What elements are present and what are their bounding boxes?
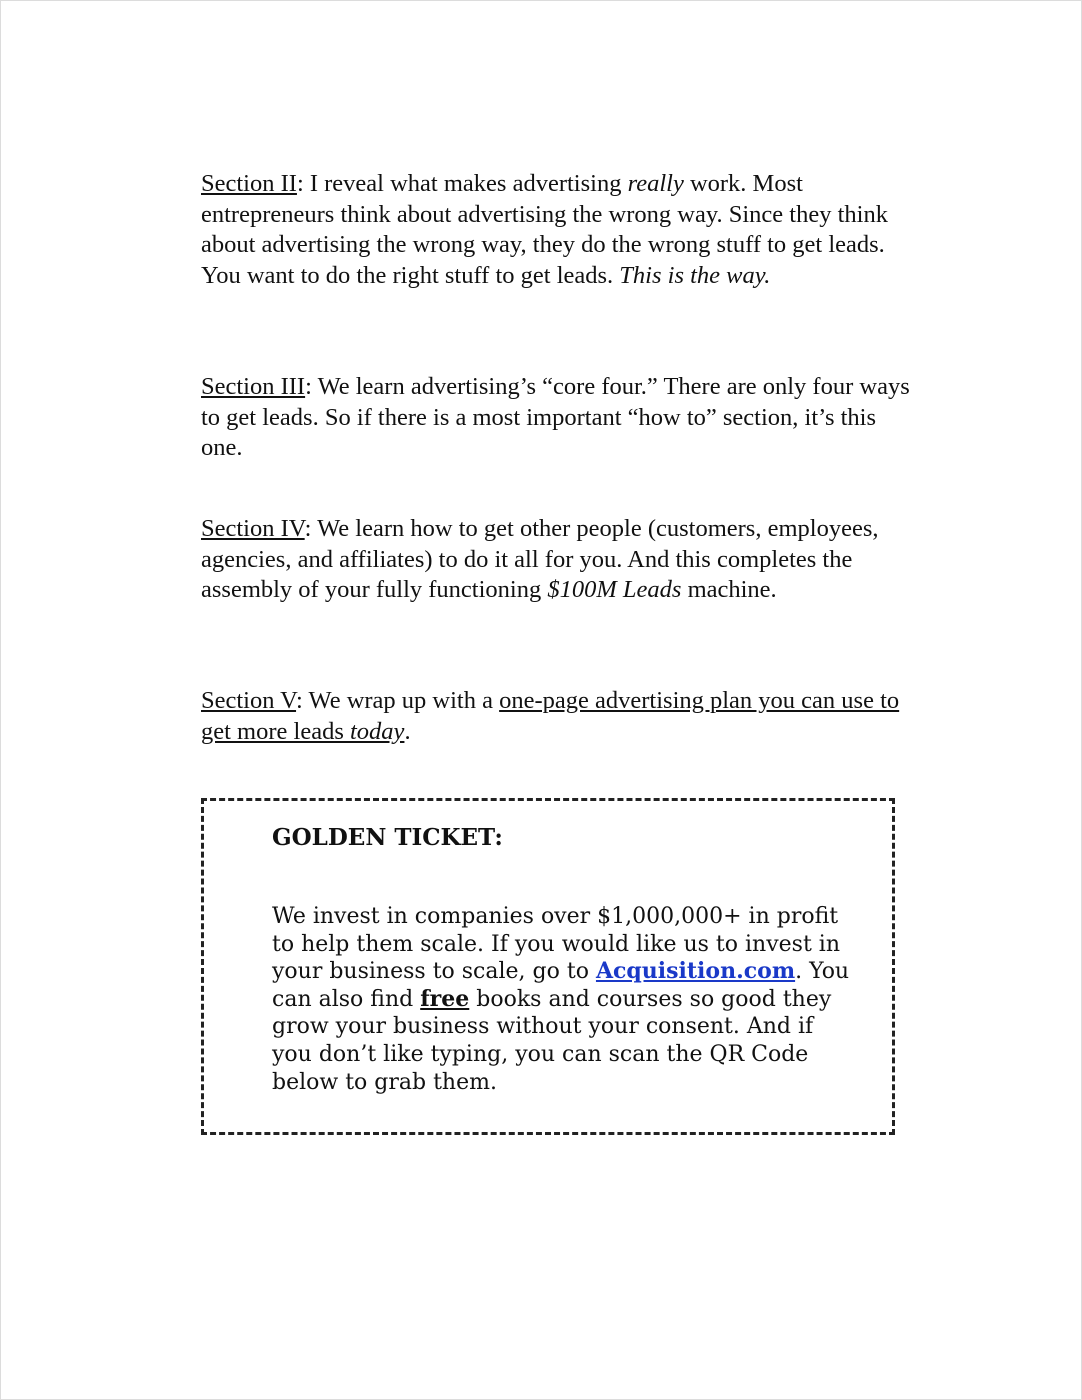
section-ii-paragraph (201, 169, 913, 291)
section-ii-emphasis: really (627, 170, 684, 197)
section-iv-text-b: machine. (681, 576, 777, 603)
golden-ticket-title: GOLDEN TICKET: (272, 824, 503, 851)
advertising-plan-link-text: one-page advertising plan you can use to get more leads (201, 687, 900, 745)
section-v-label: Section V (201, 687, 297, 714)
section-iv-paragraph (201, 514, 913, 606)
section-ii-emphasis-2: This is the way. (619, 261, 771, 289)
section-v-text-a: : We wrap up with a (296, 687, 500, 714)
section-v-paragraph (201, 686, 913, 747)
section-ii-label: Section II (201, 170, 297, 197)
advertising-plan-link-emphasis: today (350, 717, 405, 745)
section-iv-emphasis: $100M Leads (547, 576, 682, 603)
acquisition-link[interactable]: Acquisition.com (595, 958, 796, 985)
section-iv-text-a: : We learn how to get other people (customers, employees, agencies, and affiliates) to do it all for you. And this completes the assembly of your fully functioning (201, 515, 879, 603)
golden-ticket-body (272, 903, 857, 1096)
section-v-text-b: . (404, 717, 411, 745)
section-ii-text-a: : I reveal what makes advertising (296, 170, 628, 197)
golden-ticket-body-c: books and courses so good they grow your business without your consent. And if you don’t like typing, you can scan the QR Code below to grab them. (272, 986, 832, 1095)
section-ii-text-b: work. Most entrepreneurs think about advertising the wrong way. Since they think about advertising the wrong way, they do the wrong stuff to get leads. You want to do the right stuff to get leads. (201, 170, 888, 289)
golden-ticket-body-b: . You can also find (272, 959, 850, 1012)
golden-ticket-body-a: We invest in companies over $1,000,000+ in profit to help them scale. If you would like us to invest in your business to scale, go to (272, 904, 840, 985)
section-iii-text: : We learn advertising’s “core four.” There are only four ways to get leads. So if there is a most important “how to” section, it’s this one. (201, 373, 910, 461)
section-iii-paragraph (201, 372, 913, 464)
section-iv-label: Section IV (201, 515, 305, 542)
golden-ticket-box (201, 798, 895, 1135)
section-iii-label: Section III (201, 373, 306, 400)
free-emphasis: free (420, 985, 470, 1012)
